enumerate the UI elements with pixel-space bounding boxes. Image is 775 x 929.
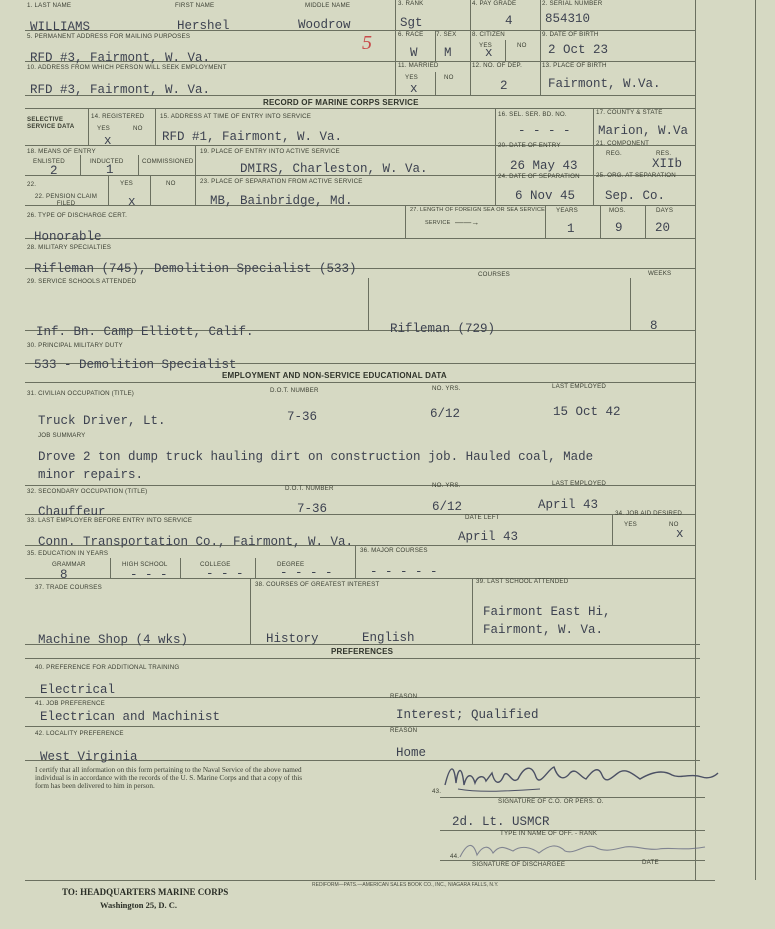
locality-reason-value: Home [396,746,427,760]
last-school-line-2: Fairmont, W. Va. [483,623,604,637]
sec-dot-value: 7-36 [297,502,328,516]
rule [25,578,695,579]
rule [25,108,695,109]
trade-courses-value: Machine Shop (4 wks) [38,633,189,647]
date-separation-value: 6 Nov 45 [515,189,576,203]
rule [25,880,715,881]
label-education-years: 35. EDUCATION IN YEARS [27,550,109,557]
label-registered-no: NO [133,125,143,132]
label-locality-preference: 42. LOCALITY PREFERENCE [35,730,124,737]
label-pay-grade: 4. PAY GRADE [472,0,517,7]
label-place-separation: 23. PLACE OF SEPARATION FROM ACTIVE SERVICE [200,178,363,185]
job-aid-no-mark: x [676,527,684,541]
rule [612,514,613,545]
label-44: 44. [450,853,460,860]
rule [25,658,700,659]
label-date-entry: 20. DATE OF ENTRY [498,142,561,149]
label-pref-training: 40. PREFERENCE FOR ADDITIONAL TRAINING [35,664,180,671]
label-address-entry: 15. ADDRESS AT TIME OF ENTRY INTO SERVICE [160,113,312,120]
college-value: - - - [206,567,244,581]
arrow-right-icon: ——→ [455,218,480,227]
label-secondary-occupation: 32. SECONDARY OCCUPATION (TITLE) [27,488,148,495]
label-enlisted: ENLISTED [33,158,65,165]
label-job-aid-yes: YES [624,521,637,528]
service-days-value: 20 [655,221,671,235]
job-summary-line-2: minor repairs. [38,468,144,482]
label-race: 6. RACE [398,31,424,38]
label-sig-co: SIGNATURE OF C.O. OR PERS. O. [498,798,604,805]
label-sec-last-employed: LAST EMPLOYED [552,480,607,487]
label-inducted: INDUCTED [90,158,124,165]
rule [195,145,196,205]
rule [80,155,81,175]
commanding-officer-signature [440,755,720,800]
course-value: Rifleman (729) [390,322,496,336]
permanent-address-value: RFD #3, Fairmont, W. Va. [30,51,211,65]
rule [540,0,541,95]
label-grammar: GRAMMAR [52,561,86,568]
rule [505,40,506,61]
label-years: YEARS [556,207,578,214]
job-reason-value: Interest; Qualified [396,708,539,722]
label-middle-name: MIDDLE NAME [305,2,351,9]
label-sig-dischargee: SIGNATURE OF DISCHARGEE [472,861,566,868]
rule [368,278,369,330]
label-date-separation: 24. DATE OF SEPARATION [498,173,580,180]
label-pension-yes: YES [120,180,133,187]
label-address-employment: 10. ADDRESS FROM WHICH PERSON WILL SEEK EMPLOYMENT [27,64,227,71]
address-entry-value: RFD #1, Fairmont, W. Va. [162,130,343,144]
enlisted-value: 2 [50,164,58,178]
label-sel-ser-bd: 16. SEL. SER. BD. NO. [498,111,567,118]
sex-value: M [444,46,452,60]
label-weeks: WEEKS [648,270,672,277]
rule [405,205,406,238]
civ-last-employed-value: 15 Oct 42 [553,405,621,419]
interest-value-1: History [266,632,319,646]
last-employer-value: Conn. Transportation Co., Fairmont, W. Va. [38,535,354,549]
label-means-of-entry: 18. MEANS OF ENTRY [27,148,96,155]
label-registered-yes: YES [97,125,110,132]
label-last-employer: 33. LAST EMPLOYER BEFORE ENTRY INTO SERVICE [27,517,193,524]
label-college: COLLEGE [200,561,231,568]
civ-yrs-value: 6/12 [430,407,461,421]
job-summary-line-1: Drove 2 ton dump truck hauling dirt on construction job. Hauled coal, Made [38,450,594,464]
major-courses-value: - - - - - [370,565,438,579]
interest-value-2: English [362,631,415,645]
footer-to: TO: HEADQUARTERS MARINE CORPS [62,887,229,897]
label-sec-no-yrs: NO. YRS. [432,482,461,489]
dependents-value: 2 [500,79,508,93]
sel-ser-bd-value: - - - - [518,124,571,138]
rule [25,514,695,515]
citizen-yes-mark: x [485,46,493,60]
rule [472,578,473,644]
rule [470,0,471,95]
certification-text: I certify that all information on this form pertaining to the Naval Service of the above named individual is in accordance with the records of the U. S. Marine Corps and that a copy of this form has been delivered to him in person. [35,766,303,791]
label-courses: COURSES [478,271,510,278]
label-org-separation: 25. ORG. AT SEPARATION [596,172,676,179]
degree-value: - - - - [280,566,333,580]
rule [545,205,546,238]
label-discharge-type: 26. TYPE OF DISCHARGE CERT. [27,212,128,219]
label-service-arrow: SERVICE [425,220,451,226]
label-citizen-yes: YES [479,42,492,49]
label-county-state: 17. COUNTY & STATE [596,109,663,116]
rule [180,558,181,578]
label-last-employed: LAST EMPLOYED [552,383,607,390]
race-value: W [410,46,418,60]
label-place-entry: 19. PLACE OF ENTRY INTO ACTIVE SERVICE [200,148,340,155]
rule [255,558,256,578]
pref-training-value: Electrical [40,683,116,697]
label-citizen: 8. CITIZEN [472,31,505,38]
label-degree: DEGREE [277,561,305,568]
rule [155,108,156,145]
officer-name-value: 2d. Lt. USMCR [452,815,550,829]
label-job-aid: 34. JOB AID DESIRED [615,510,683,517]
label-component: 21. COMPONENT [596,140,650,147]
rule [395,0,396,95]
label-rank: 3. RANK [398,0,424,7]
label-principal-duty: 30. PRINCIPAL MILITARY DUTY [27,342,123,349]
label-date: DATE [642,859,659,866]
civ-dot-value: 7-36 [287,410,318,424]
label-days: DAYS [656,207,674,214]
rule [138,155,139,175]
rule [25,238,695,239]
rank-value: Sgt [400,16,423,30]
component-value: XIIb [652,157,683,171]
rule [495,108,496,205]
label-last-name: 1. LAST NAME [27,2,72,9]
serial-number-value: 854310 [545,12,591,26]
job-preference-value: Electrican and Machinist [40,710,221,724]
label-sec-dot-number: D.O.T. NUMBER [285,485,334,492]
label-locality-reason: REASON [390,727,418,734]
label-dependents: 12. NO. OF DEP. [472,62,522,69]
registered-yes-mark: x [104,134,112,148]
label-citizen-no: NO [517,42,527,49]
label-place-of-birth: 13. PLACE OF BIRTH [542,62,607,69]
pension-mark: x [128,195,136,209]
last-school-line-1: Fairmont East Hi, [483,605,611,619]
label-serial-number: 2. SERIAL NUMBER [542,0,603,7]
principal-duty-value: 533 - Demolition Specialist [34,358,237,372]
label-mos: MOS. [609,207,626,214]
label-married-no: NO [444,74,454,81]
label-trade-courses: 37. TRADE COURSES [35,584,102,591]
label-permanent-address: 5. PERMANENT ADDRESS FOR MAILING PURPOSES [27,33,191,40]
rule [150,175,151,205]
rule [355,545,356,578]
rule [25,726,700,727]
rule [110,558,111,578]
rule [600,205,601,238]
pay-grade-value: 4 [505,14,513,28]
discharge-type-value: Honorable [34,230,102,244]
sec-yrs-value: 6/12 [432,500,463,514]
preferences-header: PREFERENCES [331,647,394,656]
rule [435,72,436,95]
rule [25,697,700,698]
rule [755,0,756,880]
rule [88,108,89,145]
date-of-birth-value: 2 Oct 23 [548,43,609,57]
label-date-of-birth: 9. DATE OF BIRTH [542,31,599,38]
civilian-occupation-value: Truck Driver, Lt. [38,414,166,428]
rule [593,108,594,205]
high-school-value: - - - [130,568,168,582]
military-specialties-value: Rifleman (745), Demolition Specialist (533) [34,262,357,276]
last-name-value: WILLIAMS [30,20,91,34]
county-state-value: Marion, W.Va [598,124,689,138]
label-married-yes: YES [405,74,418,81]
rule [695,0,696,880]
date-entry-value: 26 May 43 [510,159,578,173]
label-first-name: FIRST NAME [175,2,215,9]
record-header: RECORD OF MARINE CORPS SERVICE [263,98,419,107]
label-courses-interest: 38. COURSES OF GREATEST INTEREST [255,581,380,588]
rule [630,278,631,330]
label-date-left: DATE LEFT [465,514,500,521]
label-high-school: HIGH SCHOOL [122,561,168,568]
printer-line: REDIFORM—PATS.—AMERICAN SALES BOOK CO., INC., NIAGARA FALLS, N.Y. [312,882,499,888]
label-job-aid-no: NO [669,521,679,528]
rule [25,205,695,206]
label-pension-claim: 22. PENSION CLAIM FILED [34,193,98,207]
label-type-name: TYPE IN NAME OF OFF. - RANK [500,830,598,837]
label-married: 11. MARRIED [398,62,439,69]
place-of-birth-value: Fairmont, W.Va. [548,77,661,91]
label-no-yrs: NO. YRS. [432,385,461,392]
first-name-value: Hershel [177,19,230,33]
weeks-value: 8 [650,319,658,333]
label-43: 43. [432,788,442,795]
label-job-preference: 41. JOB PREFERENCE [35,700,105,707]
label-registered: 14. REGISTERED [91,113,145,120]
date-left-value: April 43 [458,530,519,544]
label-last-school: 39. LAST SCHOOL ATTENDED [476,578,569,585]
label-major-courses: 36. MAJOR COURSES [360,547,428,554]
label-commissioned: COMMISSIONED [142,158,194,165]
label-job-summary: JOB SUMMARY [38,432,86,439]
label-pension-no: NO [166,180,176,187]
label-job-reason: REASON [390,693,418,700]
secondary-occupation-value: Chauffeur [38,505,106,519]
grammar-value: 8 [60,568,68,582]
label-reg: REG. [606,150,622,157]
org-separation-value: Sep. Co. [605,189,666,203]
inducted-value: 1 [106,163,114,177]
service-mos-value: 9 [615,221,623,235]
label-selective-service: SELECTIVE SERVICE DATA [27,116,75,130]
married-yes-mark: x [410,82,418,96]
employment-header: EMPLOYMENT AND NON-SERVICE EDUCATIONAL DATA [222,371,447,380]
label-length-service: 27. LENGTH OF FOREIGN SEA OR SEA SERVICE [410,207,546,213]
service-school-value: Inf. Bn. Camp Elliott, Calif. [36,325,254,339]
place-entry-value: DMIRS, Charleston, W. Va. [240,162,428,176]
label-sex: 7. SEX [436,31,457,38]
footer-city: Washington 25, D. C. [100,900,177,910]
label-dot-number: D.O.T. NUMBER [270,387,319,394]
sec-last-employed-value: April 43 [538,498,599,512]
label-res: RES. [656,150,672,157]
rule [25,145,695,146]
rule [250,578,251,644]
service-years-value: 1 [567,222,575,236]
label-civilian-occupation: 31. CIVILIAN OCCUPATION (TITLE) [27,390,135,397]
rule [645,205,646,238]
label-service-schools: 29. SERVICE SCHOOLS ATTENDED [27,278,137,285]
label-22: 22. [27,181,37,188]
red-ink-mark: 5 [362,32,372,54]
place-separation-value: MB, Bainbridge, Md. [210,194,353,208]
label-military-specialties: 28. MILITARY SPECIALTIES [27,244,112,251]
middle-name-value: Woodrow [298,18,351,32]
address-employment-value: RFD #3, Fairmont, W. Va. [30,83,211,97]
locality-preference-value: West Virginia [40,750,138,764]
rule [108,175,109,205]
